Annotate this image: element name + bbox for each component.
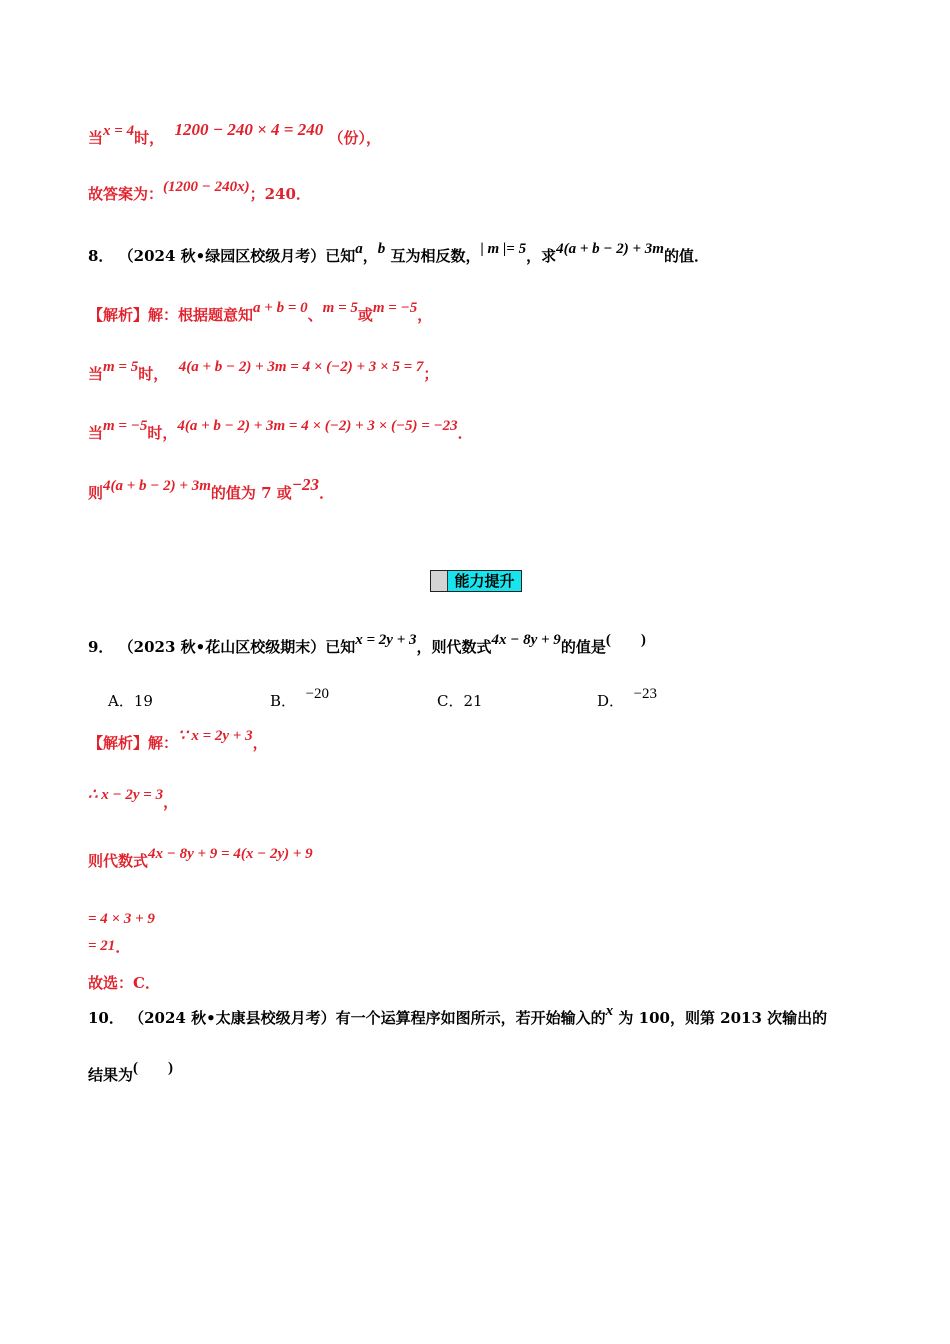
section-header xyxy=(430,570,522,592)
section-header-marker xyxy=(431,571,448,591)
math-expression: 4(a + b − 2) + 3m xyxy=(556,241,664,257)
q8-solution-line-3 xyxy=(88,418,473,444)
question-number: 8． xyxy=(88,247,114,265)
q9-solution-line-4 xyxy=(88,910,155,931)
text: 解： xyxy=(148,734,179,752)
math-expression: 4(a + b − 2) + 3m = 4 × (−2) + 3 × (−5) = −23 xyxy=(177,418,458,434)
question-text: （2023 秋•花山区校级期末）已知 xyxy=(118,638,356,656)
text: ， xyxy=(417,306,433,324)
text: ． xyxy=(457,424,473,442)
q8-solution-line-4 xyxy=(88,475,335,504)
option-value: 21 xyxy=(463,692,483,710)
question-text: 为 100，则第 2013 次输出的 xyxy=(618,1009,828,1027)
text: 故答案为： xyxy=(88,185,164,203)
question-text: 的值是 xyxy=(560,638,606,656)
math-expression: x = 4 xyxy=(103,123,135,139)
question-9 xyxy=(88,632,646,658)
text: ；240． xyxy=(249,185,311,203)
math-expression: 4x − 8y + 9 xyxy=(491,632,561,648)
text: ， xyxy=(163,793,179,811)
math-expression: x = 2y + 3 xyxy=(355,632,417,648)
answer-blank: ( ) xyxy=(133,1060,174,1076)
q9-solution-line-3 xyxy=(88,846,313,872)
option-d xyxy=(597,686,658,711)
text: 的值为 7 或 xyxy=(210,484,292,502)
text: 时， xyxy=(147,424,178,442)
option-value: 19 xyxy=(133,692,153,710)
math-expression: = 21 xyxy=(88,938,116,954)
text: ； xyxy=(423,365,439,383)
q9-solution-line-5 xyxy=(88,937,130,958)
math-expression: m = 5 xyxy=(103,359,139,375)
option-b xyxy=(270,686,330,711)
text: ， xyxy=(252,734,268,752)
math-expression: ∵ x = 2y + 3 xyxy=(178,728,253,744)
math-expression: | m |= 5 xyxy=(480,241,527,257)
q8-solution-line-2 xyxy=(88,359,439,385)
question-text: ，则代数式 xyxy=(416,638,492,656)
question-text: 的值． xyxy=(663,247,709,265)
option-a xyxy=(108,690,153,711)
question-text: （2024 秋•绿园区校级月考）已知 xyxy=(118,247,356,265)
math-expression: 4(a + b − 2) + 3m xyxy=(103,478,211,494)
math-expression: x xyxy=(605,1003,614,1019)
math-expression: a + b = 0 xyxy=(253,300,308,316)
text: 、 xyxy=(307,306,323,324)
math-expression: m = −5 xyxy=(372,300,418,316)
text: 则 xyxy=(88,484,104,502)
option-letter: D． xyxy=(597,692,625,710)
text: 当 xyxy=(88,424,104,442)
math-expression: (1200 − 240x) xyxy=(163,179,250,195)
question-8 xyxy=(88,241,709,267)
text: 时， xyxy=(138,365,169,383)
option-c xyxy=(437,690,483,711)
option-letter: B． xyxy=(270,692,297,710)
option-value: −23 xyxy=(633,686,658,702)
question-text: 结果为 xyxy=(88,1066,134,1084)
option-value: −20 xyxy=(305,686,330,702)
math-expression: 1200 − 240 × 4 = 240 xyxy=(174,120,324,139)
question-text: ，求 xyxy=(526,247,557,265)
text: （份）， xyxy=(328,129,381,147)
math-expression: ∴ x − 2y = 3 xyxy=(88,787,164,803)
math-expression: = 4 × 3 + 9 xyxy=(88,911,155,927)
solution-tag: 【解析】 xyxy=(88,734,149,752)
q8-solution-line-1 xyxy=(88,300,433,326)
text: ． xyxy=(319,484,335,502)
q9-solution-line-1 xyxy=(88,728,268,754)
math-expression: 4(a + b − 2) + 3m = 4 × (−2) + 3 × 5 = 7 xyxy=(178,359,424,375)
q9-answer: 故选：C． xyxy=(88,974,160,992)
question-number: 10． xyxy=(88,1009,124,1027)
text: 则代数式 xyxy=(88,852,149,870)
math-expression: m = 5 xyxy=(322,300,358,316)
section-header-label: 能力提升 xyxy=(448,571,521,591)
question-10-line-2 xyxy=(88,1060,174,1086)
q9-solution-line-2 xyxy=(88,787,179,813)
solution-tag: 【解析】 xyxy=(88,306,149,324)
math-expression: m = −5 xyxy=(103,418,148,434)
text: 或 xyxy=(357,306,373,324)
option-letter: A． xyxy=(108,692,134,710)
text: 解：根据题意知 xyxy=(148,306,254,324)
text: 当 xyxy=(88,129,104,147)
question-text: （2024 秋•太康县校级月考）有一个运算程序如图所示，若开始输入的 xyxy=(129,1009,606,1027)
question-number: 9． xyxy=(88,638,114,656)
math-expression: a xyxy=(355,241,363,257)
q7-line-1 xyxy=(88,120,381,149)
question-10 xyxy=(88,1003,828,1029)
text: 时， xyxy=(134,129,165,147)
math-expression: −23 xyxy=(291,475,320,494)
math-expression: 4x − 8y + 9 = 4(x − 2y) + 9 xyxy=(148,846,313,862)
answer-blank: ( ) xyxy=(605,632,646,648)
question-text: 互为相反数， xyxy=(390,247,481,265)
text: 当 xyxy=(88,365,104,383)
q7-line-2 xyxy=(88,179,311,205)
math-expression: b xyxy=(377,241,386,257)
text: ， xyxy=(362,247,378,265)
text: ． xyxy=(115,938,131,956)
option-letter: C． xyxy=(437,692,464,710)
